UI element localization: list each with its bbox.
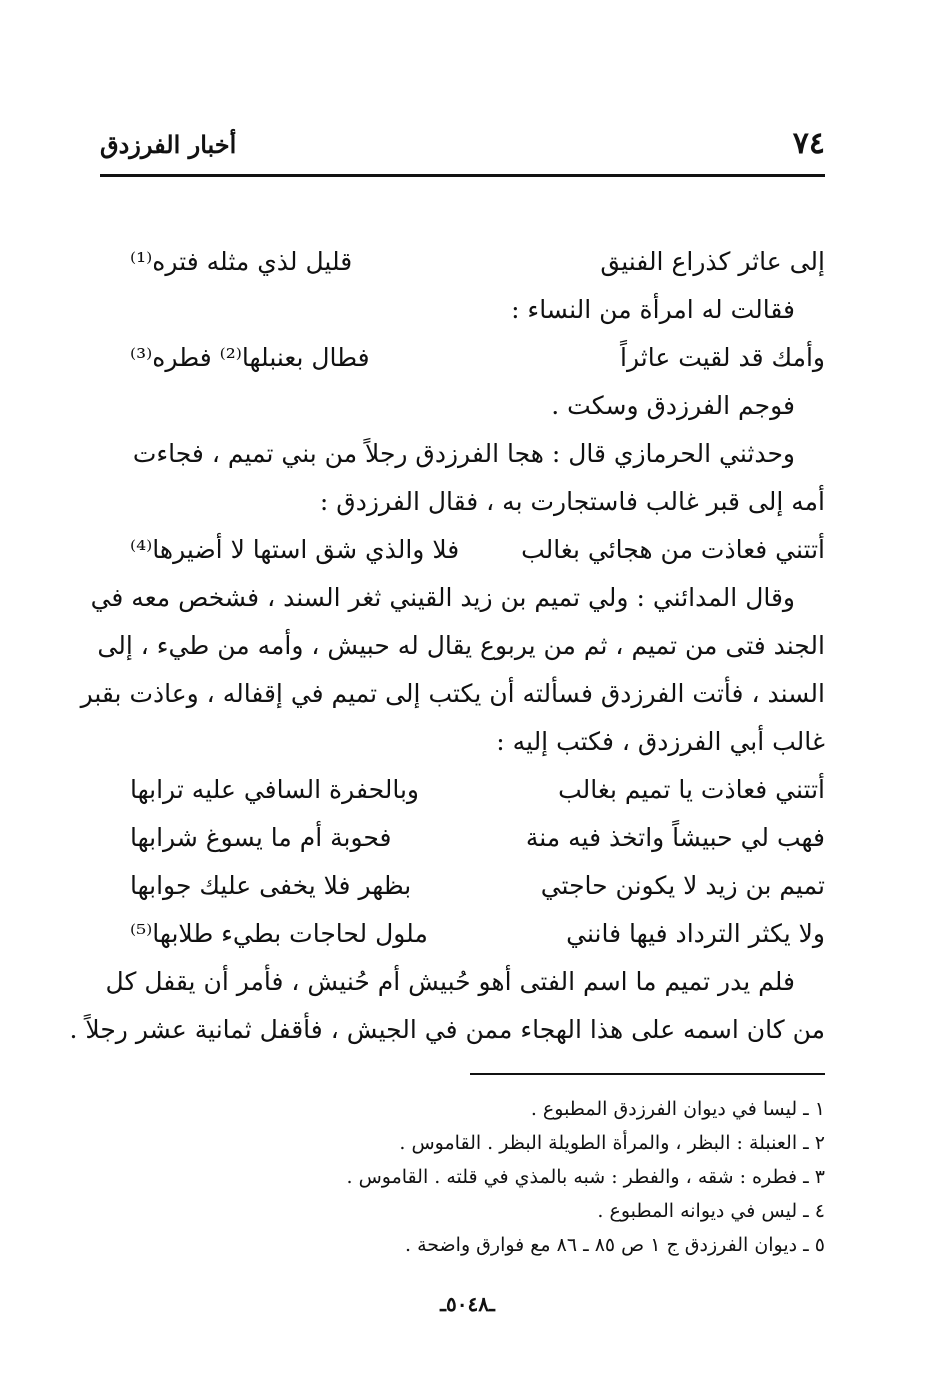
- verse-second-hemistich: فطال بعنبلها⁽²⁾ فطره⁽³⁾: [130, 343, 370, 372]
- prose-line: فوجم الفرزدق وسكت .: [551, 391, 795, 420]
- paragraph-line: وقال المدائني : ولي تميم بن زيد القيني ثغر السند ، فشخص معه في: [90, 583, 795, 612]
- footnote: ٤ ـ ليس في ديوانه المطبوع .: [597, 1200, 825, 1222]
- poem-line: [100, 814, 825, 862]
- paragraph-line: فلم يدر تميم ما اسم الفتى أهو حُبيش أم حُنيش ، فأمر أن يقفل كل: [105, 967, 795, 996]
- poem-line: [100, 766, 825, 814]
- footnote-rule: [470, 1073, 825, 1075]
- poem-second-hemistich: بظهر فلا يخفى عليك جوابها: [130, 871, 412, 900]
- verse-line: [100, 526, 825, 574]
- poem-line: [100, 862, 825, 910]
- footnote: ٢ ـ العنبلة : البظر ، والمرأة الطويلة البظر . القاموس .: [399, 1132, 825, 1154]
- paragraph-line: السند ، فأتت الفرزدق فسألته أن يكتب إلى تميم في إقفاله ، وعاذت بقبر: [80, 679, 825, 708]
- verse-line: [100, 238, 825, 286]
- page-number: ٧٤: [792, 126, 825, 161]
- paragraph-line: من كان اسمه على هذا الهجاء ممن في الجيش ، فأقفل ثمانية عشر رجلاً .: [69, 1015, 825, 1044]
- poem-second-hemistich: ملول لحاجات بطيء طلابها⁽⁵⁾: [130, 919, 428, 948]
- poem-first-hemistich: تميم بن زيد لا يكونن حاجتي: [540, 871, 825, 900]
- verse-first-hemistich: وأمك قد لقيت عاثراً: [620, 343, 825, 372]
- header-rule: [100, 174, 825, 177]
- poem-second-hemistich: وبالحفرة السافي عليه ترابها: [130, 775, 419, 804]
- paragraph-line: غالب أبي الفرزدق ، فكتب إليه :: [496, 727, 825, 756]
- running-header: [100, 126, 825, 170]
- verse-second-hemistich: فلا والذي شق استها لا أضيرها⁽⁴⁾: [130, 535, 460, 564]
- footnotes: [300, 1092, 825, 1262]
- poem-first-hemistich: ولا يكثر الترداد فيها فانني: [566, 919, 825, 948]
- main-text: [69, 238, 825, 1054]
- prose-line: فقالت له امرأة من النساء :: [511, 295, 795, 324]
- footnote: ٣ ـ فطره : شقه ، والفطر : شبه بالمذي في قلته . القاموس .: [346, 1166, 825, 1188]
- paragraph-line: وحدثني الحرمازي قال : هجا الفرزدق رجلاً من بني تميم ، فجاءت: [132, 439, 795, 468]
- verse-first-hemistich: إلى عاثر كذراع الفنيق: [600, 247, 825, 276]
- verse-first-hemistich: أتتني فعاذت من هجائي بغالب: [521, 535, 825, 564]
- page-footer-number: ـ٥٠٤٨ـ: [440, 1292, 495, 1316]
- verse-line: [100, 334, 825, 382]
- footnote: ٥ ـ ديوان الفرزدق ج ١ ص ٨٥ ـ ٨٦ مع فوارق واضحة .: [405, 1234, 825, 1256]
- poem-first-hemistich: فهب لي حبيشاً واتخذ فيه منة: [525, 823, 825, 852]
- footnote: ١ ـ ليسا في ديوان الفرزدق المطبوع .: [530, 1098, 825, 1120]
- paragraph-line: أمه إلى قبر غالب فاستجارت به ، فقال الفرزدق :: [319, 487, 825, 516]
- poem-second-hemistich: فحوبة أم ما يسوغ شرابها: [130, 823, 392, 852]
- verse-second-hemistich: قليل لذي مثله فتره⁽¹⁾: [130, 247, 353, 276]
- poem-first-hemistich: أتتني فعاذت يا تميم بغالب: [558, 775, 825, 804]
- poem-line: [100, 910, 825, 958]
- running-title: أخبار الفرزدق: [100, 130, 237, 159]
- paragraph-line: الجند فتى من تميم ، ثم من يربوع يقال له حبيش ، وأمه من طيء ، إلى: [97, 631, 825, 660]
